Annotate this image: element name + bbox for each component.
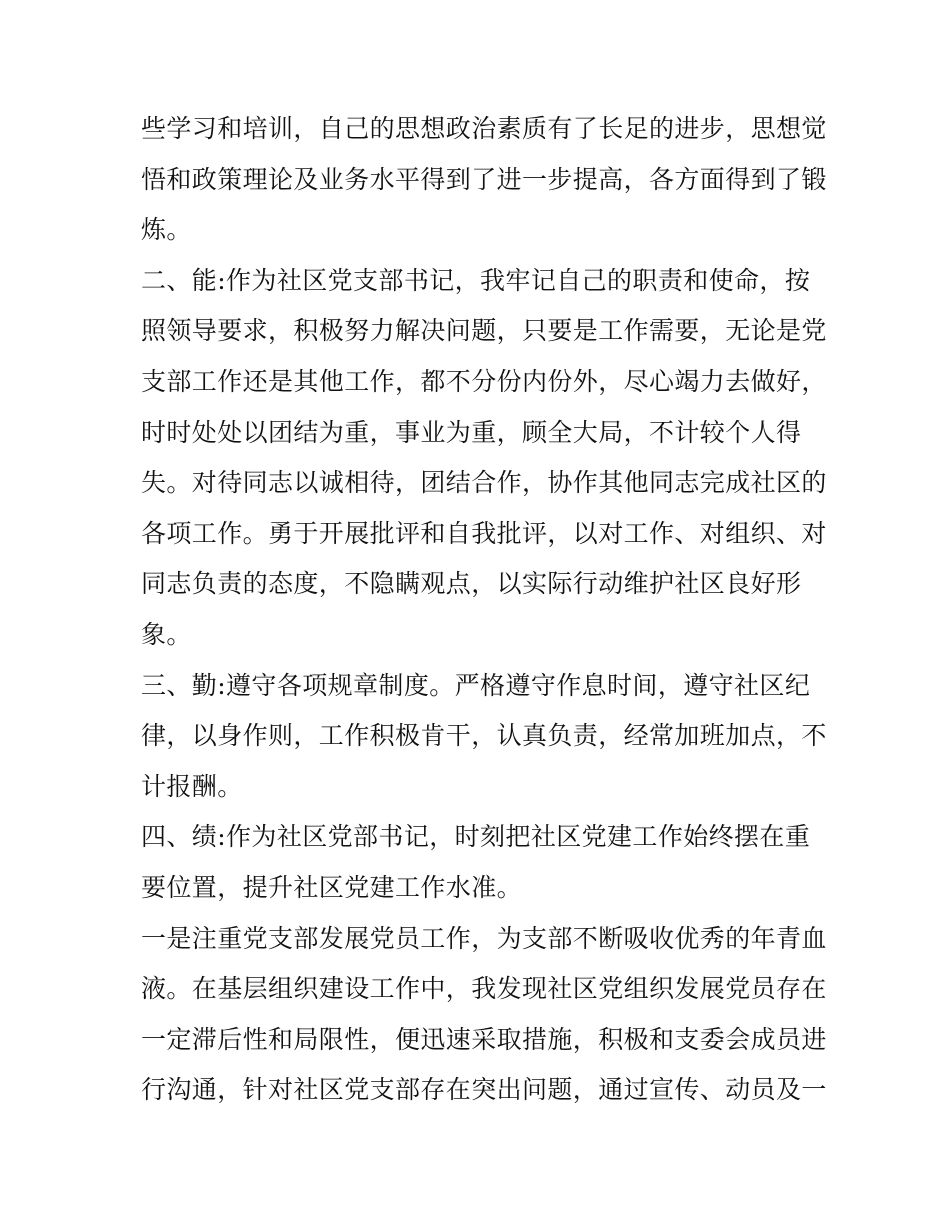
text-line-16: 要位置，提升社区党建工作水准。 [141,872,523,902]
text-line-6: 支部工作还是其他工作，都不分份内份外，尽心竭力去做好， [141,366,827,396]
text-line-19: 一定滞后性和局限性，便迅速采取措施，积极和支委会成员进 [141,1024,827,1054]
text-line-2: 悟和政策理论及业务水平得到了进一步提高，各方面得到了锻 [141,164,827,194]
text-line-5: 照领导要求，积极努力解决问题，只要是工作需要，无论是党 [141,316,827,346]
text-line-11: 象。 [141,619,192,649]
text-line-3: 炼。 [141,215,192,245]
text-line-15: 四、绩:作为社区党部书记，时刻把社区党建工作始终摆在重 [141,822,811,852]
text-line-18: 液。在基层组织建设工作中，我发现社区党组织发展党员存在 [141,974,827,1004]
text-line-10: 同志负责的态度，不隐瞒观点，以实际行动维护社区良好形 [141,569,802,599]
text-line-13: 律，以身作则，工作积极肯干，认真负责，经常加班加点，不 [141,721,827,751]
text-line-9: 各项工作。勇于开展批评和自我批评，以对工作、对组织、对 [141,518,827,548]
text-line-4: 二、能:作为社区党支部书记，我牢记自己的职责和使命，按 [141,265,811,295]
text-line-12: 三、勤:遵守各项规章制度。严格遵守作息时间，遵守社区纪 [141,670,811,700]
document-body [141,104,827,1116]
text-line-14: 计报酬。 [141,771,243,801]
text-line-17: 一是注重党支部发展党员工作，为支部不断吸收优秀的年青血 [141,923,827,953]
text-line-1: 些学习和培训，自己的思想政治素质有了长足的进步，思想觉 [141,114,827,143]
text-line-7: 时时处处以团结为重，事业为重，顾全大局，不计较个人得 [141,417,802,447]
text-line-20: 行沟通，针对社区党支部存在突出问题，通过宣传、动员及一 [141,1075,827,1105]
text-line-8: 失。对待同志以诚相待，团结合作，协作其他同志完成社区的 [141,468,827,498]
